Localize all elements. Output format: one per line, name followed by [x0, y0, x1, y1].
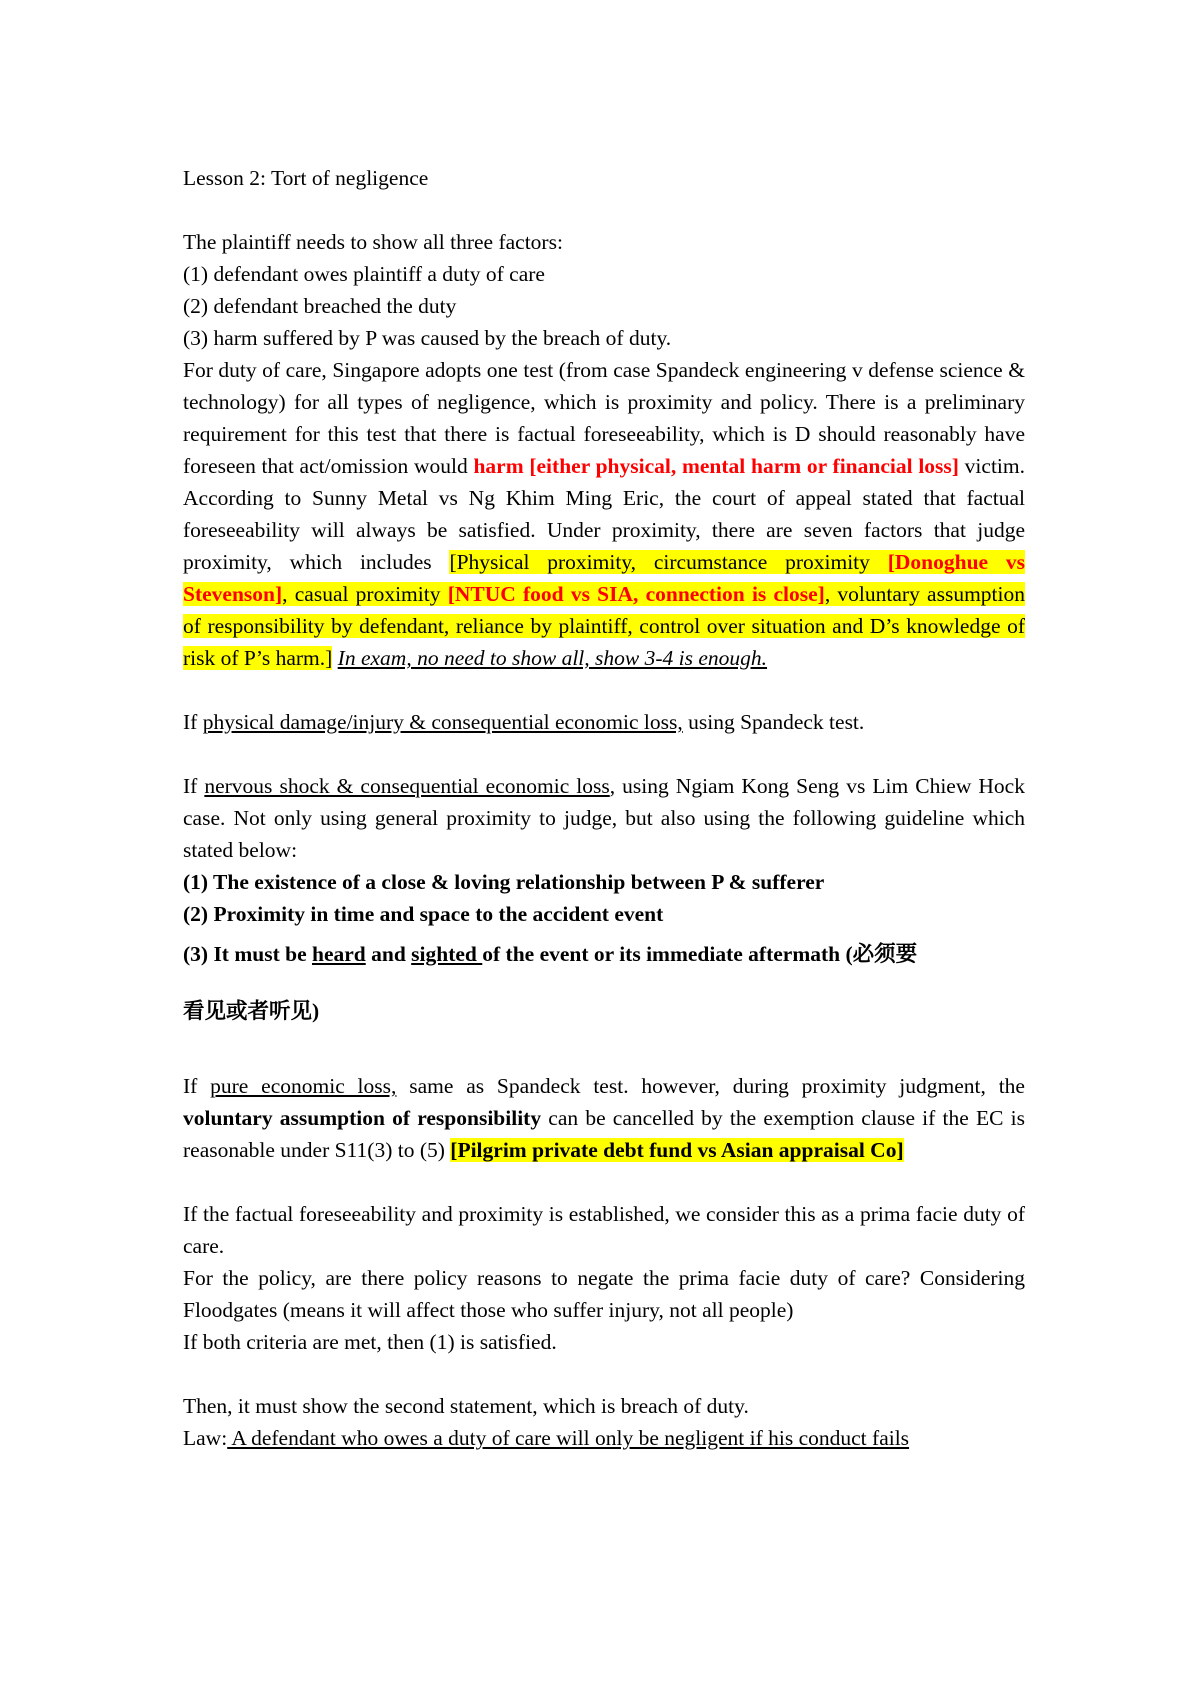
nervous-pre: If [183, 774, 205, 798]
breach-intro: Then, it must show the second statement, which is breach of duty. [183, 1394, 749, 1418]
factor-3: (3) harm suffered by P was caused by the breach of duty. [183, 326, 672, 350]
proximity-factors-end: , voluntary assumption of responsibility by defendant, reliance by plaintiff, control over situation and D’s knowledge of risk of P’s harm.] [183, 582, 1025, 670]
exam-note: In exam, no need to show all, show 3-4 is enough. [337, 646, 768, 670]
law-line [183, 1422, 1025, 1454]
nervous-post: , using Ngiam Kong Seng vs Lim Chiew Hock case. Not only using general proximity to judge, but also using the following guideline which stated below: [183, 774, 1025, 862]
guideline-3-cjk-2: 看见或者听见 [183, 999, 313, 1024]
spacer [183, 674, 1025, 706]
guideline-3-continued [183, 995, 1025, 1028]
duty-of-care-paragraph [183, 354, 1025, 674]
guideline-3-end: ) [312, 999, 320, 1023]
proximity-factors-start: [Physical proximity, circumstance proximity [449, 550, 888, 574]
pure-bold: voluntary assumption of responsibility [183, 1106, 542, 1130]
physical-damage-paragraph [183, 706, 1025, 738]
prima-facie-paragraph: If the factual foreseeability and proximity is established, we consider this as a prima facie duty of care. [183, 1202, 1025, 1258]
spacer [183, 738, 1025, 770]
guideline-2: (2) Proximity in time and space to the accident event [183, 902, 664, 926]
physical-post: using Spandeck test. [682, 710, 865, 734]
case-donoghue: [Donoghue vs Stevenson] [183, 550, 1026, 606]
spacer [183, 1028, 1025, 1070]
guideline-3-heard: heard [312, 942, 366, 966]
law-label: Law: [183, 1426, 228, 1450]
pure-economic-loss-paragraph [183, 1070, 1025, 1166]
factor-1: (1) defendant owes plaintiff a duty of care [183, 262, 545, 286]
guideline-3-sighted: sighted [411, 942, 483, 966]
nervous-underlined: nervous shock & consequential economic loss [204, 774, 610, 798]
policy-paragraph: For the policy, are there policy reasons to negate the prima facie duty of care? Considering Floodgates (means it will affect those who suffer injury, not all people) [183, 1266, 1025, 1322]
physical-underlined: physical damage/injury & consequential economic loss, [202, 710, 683, 734]
document-body [183, 162, 1025, 1454]
spacer [183, 1358, 1025, 1390]
harm-types: harm [either physical, mental harm or financial loss] [473, 454, 959, 478]
nervous-shock-paragraph [183, 770, 1025, 866]
physical-pre: If [183, 710, 203, 734]
guideline-3-a: (3) It must be [183, 942, 312, 966]
intro-lead: The plaintiff needs to show all three factors: [183, 230, 563, 254]
guideline-3-b: and [365, 942, 412, 966]
guideline-3-cjk-1: 必须要 [852, 942, 918, 967]
pure-text-2: can be cancelled by the exemption clause if the EC is reasonable under S11(3) to (5) [183, 1106, 1025, 1162]
guideline-3-c: of the event or its immediate aftermath ( [482, 942, 853, 966]
pure-pre: If [183, 1074, 211, 1098]
page-title: Lesson 2: Tort of negligence [183, 166, 429, 190]
criteria-paragraph: If both criteria are met, then (1) is satisfied. [183, 1330, 557, 1354]
guideline-1: (1) The existence of a close & loving relationship between P & sufferer [183, 870, 825, 894]
duty-text-1: For duty of care, Singapore adopts one test (from case Spandeck engineering v defense science & technology) for all types of negligence, which is proximity and policy. There is a preliminary requirement for this test that there is factual foreseeability, which is D should reasonably have foreseen that act/omission would [183, 358, 1025, 478]
factor-2: (2) defendant breached the duty [183, 294, 457, 318]
proximity-factors-mid: , casual proximity [282, 582, 448, 606]
case-pilgrim: [Pilgrim private debt fund vs Asian appraisal Co] [450, 1138, 904, 1162]
spacer [183, 1166, 1025, 1198]
pure-text-1: same as Spandeck test. however, during proximity judgment, the [396, 1074, 1025, 1098]
guideline-3 [183, 938, 1025, 971]
duty-text-2: victim. According to Sunny Metal vs Ng Khim Ming Eric, the court of appeal stated that factual foreseeability will always be satisfied. Under proximity, there are seven factors that judge proximity, which includes [183, 454, 1025, 574]
pure-underlined: pure economic loss, [210, 1074, 397, 1098]
spacer [183, 194, 1025, 226]
case-ntuc: [NTUC food vs SIA, connection is close] [447, 582, 825, 606]
law-text: A defendant who owes a duty of care will only be negligent if his conduct fails [227, 1426, 910, 1450]
